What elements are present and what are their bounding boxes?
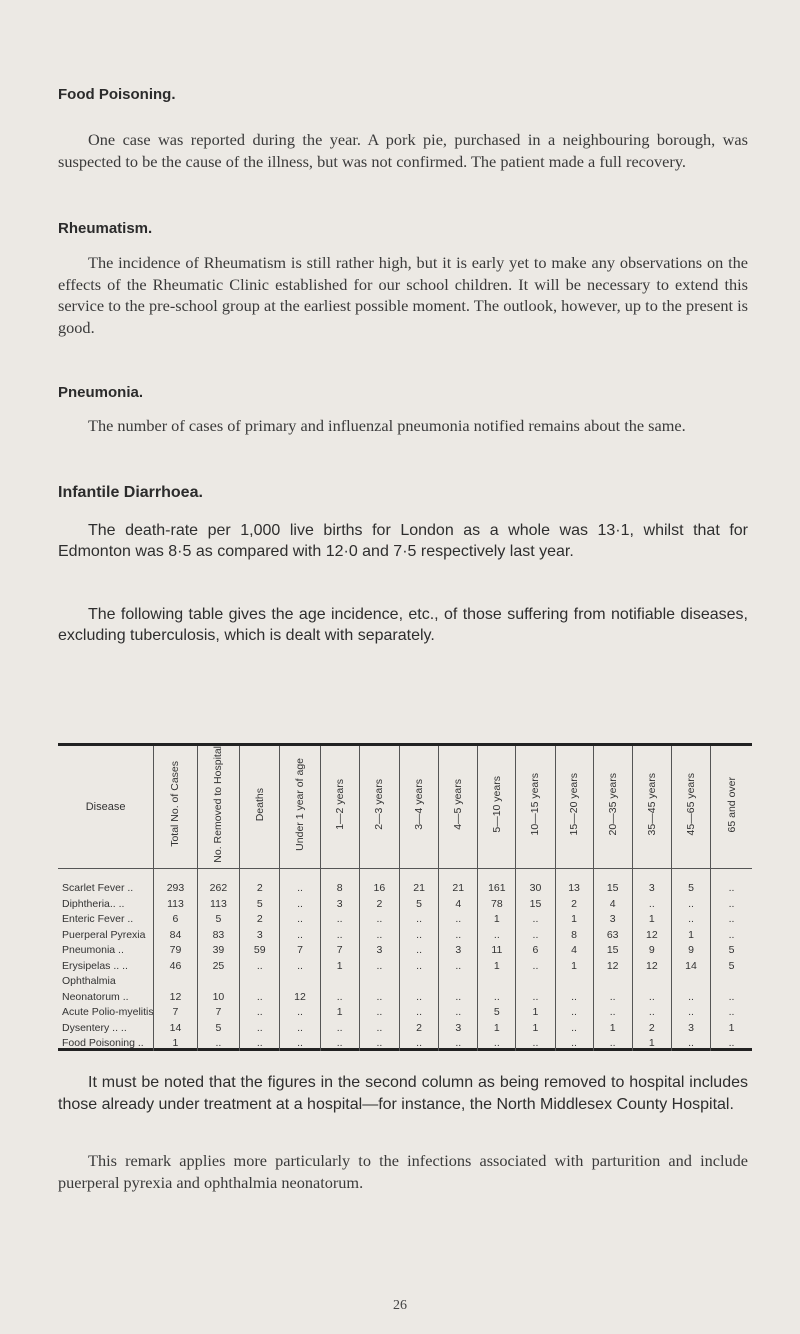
table-cell: 1: [555, 958, 593, 974]
table-row: [58, 1005, 752, 1021]
table-cell: [671, 974, 710, 990]
table-cell: 8: [320, 881, 359, 897]
table-intro: The following table gives the age incidence, etc., of those suffering from notifiable diseases, excluding tuberculosis, which is dealt with separately.: [58, 606, 748, 644]
table-cell: ..: [671, 1036, 710, 1052]
table-cell: ..: [516, 1036, 555, 1052]
table-cell: ..: [478, 927, 516, 943]
col-header-deaths: Deaths: [240, 746, 280, 868]
table-cell: 1: [154, 1036, 198, 1052]
table-cell: [593, 974, 632, 990]
table-cell: ..: [671, 896, 710, 912]
table-cell: 79: [154, 943, 198, 959]
table-cell: 3: [240, 927, 280, 943]
table-cell: ..: [320, 1020, 359, 1036]
table-cell: 293: [154, 881, 198, 897]
table-cell: ..: [711, 1036, 752, 1052]
para-infantile-diarrhoea: The death-rate per 1,000 live births for London as a whole was 13·1, whilst that for Edmonton was 8·5 as compared with 12·0 and 7·5 respectively last year.: [58, 522, 748, 560]
para-rheumatism: The incidence of Rheumatism is still rather high, but it is early yet to make any observations on the effects of the Rheumatic Clinic established for our school children. It will be necessary to extend this service to the pre-school group at the earliest possible moment. The outlook, however, up to the present is good.: [58, 253, 748, 337]
table-cell: 1: [478, 912, 516, 928]
table-cell: 3: [359, 943, 399, 959]
col-header-5-10: 5—10 years: [478, 746, 516, 868]
table-cell: ..: [400, 912, 439, 928]
table-cell: ..: [359, 1036, 399, 1052]
notifiable-diseases-table: [58, 743, 752, 1051]
table-cell: ..: [555, 1020, 593, 1036]
table-cell: 2: [240, 881, 280, 897]
table-row: [58, 896, 752, 912]
table-cell: 16: [359, 881, 399, 897]
heading-pneumonia: Pneumonia.: [58, 384, 144, 401]
table-cell: ..: [439, 927, 478, 943]
table-cell: 14: [671, 958, 710, 974]
table-cell: ..: [400, 958, 439, 974]
table-cell: ..: [516, 989, 555, 1005]
closing-note-2: This remark applies more particularly to the infections associated with parturition and include puerperal pyrexia and ophthalmia neonatorum.: [58, 1151, 748, 1192]
table-cell: [280, 974, 320, 990]
table-cell: 10: [197, 989, 239, 1005]
table-cell: 113: [197, 896, 239, 912]
table-cell: [439, 974, 478, 990]
table-cell: ..: [280, 1036, 320, 1052]
table-cell: 1: [478, 958, 516, 974]
table-cell: ..: [359, 927, 399, 943]
table-cell: ..: [320, 912, 359, 928]
table-cell: ..: [632, 989, 671, 1005]
table-cell: ..: [280, 1005, 320, 1021]
table-cell: ..: [593, 1005, 632, 1021]
table-cell: ..: [400, 1036, 439, 1052]
table-cell: 1: [320, 958, 359, 974]
col-header-disease: Disease: [58, 746, 154, 868]
table-cell: 2: [359, 896, 399, 912]
table-row: [58, 1036, 752, 1052]
table-cell: [240, 974, 280, 990]
table-cell: 83: [197, 927, 239, 943]
table-cell: ..: [516, 958, 555, 974]
table-cell: 262: [197, 881, 239, 897]
table-cell: 63: [593, 927, 632, 943]
table-cell: 4: [439, 896, 478, 912]
table-cell: ..: [711, 881, 752, 897]
table-cell: 46: [154, 958, 198, 974]
table-spacer-row: [58, 868, 752, 881]
table-cell: ..: [280, 1020, 320, 1036]
table-cell: 3: [320, 896, 359, 912]
table-row: [58, 958, 752, 974]
table-cell: ..: [478, 989, 516, 1005]
table-row: [58, 974, 752, 990]
table-cell: 7: [197, 1005, 239, 1021]
table-cell: ..: [632, 1005, 671, 1021]
table-cell: 1: [671, 927, 710, 943]
table-cell: 9: [671, 943, 710, 959]
table-cell: 5: [671, 881, 710, 897]
table-cell: ..: [555, 1036, 593, 1052]
table-cell: 1: [320, 1005, 359, 1021]
table-cell: 2: [240, 912, 280, 928]
table-cell: [632, 974, 671, 990]
table-row: [58, 989, 752, 1005]
table-cell: [555, 974, 593, 990]
table-cell: ..: [516, 927, 555, 943]
col-header-1-2: 1—2 years: [320, 746, 359, 868]
table-cell: 1: [516, 1020, 555, 1036]
table-cell: ..: [280, 881, 320, 897]
heading-rheumatism: Rheumatism.: [58, 220, 153, 237]
table-cell: ..: [359, 912, 399, 928]
table-cell: ..: [711, 1005, 752, 1021]
para-pneumonia: The number of cases of primary and influenzal pneumonia notified remains about the same.: [88, 416, 686, 435]
table-cell: 12: [632, 958, 671, 974]
table-cell: 15: [593, 943, 632, 959]
table-cell: ..: [359, 1005, 399, 1021]
col-header-35-45: 35—45 years: [632, 746, 671, 868]
table-cell: 4: [555, 943, 593, 959]
table-cell: ..: [439, 912, 478, 928]
table-cell: ..: [671, 912, 710, 928]
table-cell: 3: [593, 912, 632, 928]
disease-name-cell: Dysentery .. ..: [62, 1021, 127, 1034]
table-cell: 2: [632, 1020, 671, 1036]
table-cell: 6: [516, 943, 555, 959]
table-cell: ..: [280, 896, 320, 912]
table-cell: ..: [632, 896, 671, 912]
disease-name-cell: Scarlet Fever ..: [62, 882, 134, 895]
table-row: [58, 881, 752, 897]
table-cell: [197, 974, 239, 990]
table-cell: 1: [632, 912, 671, 928]
table-cell: ..: [320, 927, 359, 943]
col-header-4-5: 4—5 years: [439, 746, 478, 868]
table-cell: 39: [197, 943, 239, 959]
table-cell: [320, 974, 359, 990]
table-cell: ..: [711, 927, 752, 943]
disease-name-cell: Puerperal Pyrexia: [62, 928, 146, 941]
col-header-removed: No. Removed to Hospital: [197, 746, 239, 868]
table-cell: 78: [478, 896, 516, 912]
table-cell: 1: [632, 1036, 671, 1052]
table-cell: [359, 974, 399, 990]
table-row: [58, 912, 752, 928]
table-cell: 84: [154, 927, 198, 943]
disease-name-cell: Diphtheria.. ..: [62, 897, 125, 910]
heading-food-poisoning: Food Poisoning.: [58, 86, 176, 103]
table-cell: ..: [516, 912, 555, 928]
table-cell: ..: [439, 1036, 478, 1052]
table-cell: ..: [478, 1036, 516, 1052]
col-header-total: Total No. of Cases: [154, 746, 198, 868]
table-body: [58, 868, 752, 1051]
disease-name-cell: Acute Polio-myelitis: [62, 1006, 154, 1019]
table-cell: ..: [320, 1036, 359, 1052]
table-cell: 7: [154, 1005, 198, 1021]
table-cell: 2: [400, 1020, 439, 1036]
table-cell: ..: [280, 958, 320, 974]
table-cell: ..: [555, 989, 593, 1005]
table-cell: 113: [154, 896, 198, 912]
table-cell: 30: [516, 881, 555, 897]
table-cell: ..: [240, 1036, 280, 1052]
table-cell: 1: [555, 912, 593, 928]
table-cell: 1: [711, 1020, 752, 1036]
table-cell: ..: [439, 989, 478, 1005]
table-cell: 25: [197, 958, 239, 974]
col-header-3-4: 3—4 years: [400, 746, 439, 868]
table-cell: ..: [320, 989, 359, 1005]
table-cell: 5: [478, 1005, 516, 1021]
table-cell: 21: [439, 881, 478, 897]
table-cell: 161: [478, 881, 516, 897]
table-cell: ..: [671, 1005, 710, 1021]
disease-name-cell: Pneumonia ..: [62, 944, 124, 957]
table-row: [58, 943, 752, 959]
table-cell: 5: [400, 896, 439, 912]
closing-note-1: It must be noted that the figures in the second column as being removed to hospital includes those already under treatment at a hospital—for instance, the North Middlesex County Hospital.: [58, 1074, 748, 1113]
table-cell: ..: [400, 989, 439, 1005]
table-cell: 3: [671, 1020, 710, 1036]
table-cell: 12: [280, 989, 320, 1005]
table-cell: ..: [400, 1005, 439, 1021]
table-cell: 3: [439, 943, 478, 959]
table-cell: ..: [240, 989, 280, 1005]
col-header-65-over: 65 and over: [711, 746, 752, 868]
table-cell: 11: [478, 943, 516, 959]
table-cell: 9: [632, 943, 671, 959]
table-cell: ..: [671, 989, 710, 1005]
table-cell: ..: [555, 1005, 593, 1021]
table-cell: ..: [439, 958, 478, 974]
table-cell: [154, 974, 198, 990]
table-cell: [478, 974, 516, 990]
table-cell: ..: [240, 1005, 280, 1021]
table-cell: [711, 974, 752, 990]
table-cell: 12: [593, 958, 632, 974]
table-cell: 12: [632, 927, 671, 943]
col-header-2-3: 2—3 years: [359, 746, 399, 868]
table-cell: ..: [593, 989, 632, 1005]
table-cell: 5: [240, 896, 280, 912]
disease-name-cell: Food Poisoning ..: [62, 1037, 144, 1050]
para-food-poisoning: One case was reported during the year. A pork pie, purchased in a neighbouring borough, was suspected to be the cause of the illness, but was not confirmed. The patient made a full recovery.: [58, 130, 748, 171]
table-cell: ..: [197, 1036, 239, 1052]
table-cell: ..: [400, 927, 439, 943]
disease-name-cell: Enteric Fever ..: [62, 913, 134, 926]
table-cell: 3: [632, 881, 671, 897]
page-number: 26: [393, 1298, 407, 1313]
table-cell: ..: [711, 989, 752, 1005]
table-cell: 6: [154, 912, 198, 928]
table-cell: ..: [359, 1020, 399, 1036]
table-cell: ..: [280, 927, 320, 943]
table-header-row: [58, 746, 752, 868]
heading-infantile-diarrhoea: Infantile Diarrhoea.: [58, 484, 203, 501]
table-cell: 1: [478, 1020, 516, 1036]
table-cell: 13: [555, 881, 593, 897]
table-cell: ..: [359, 958, 399, 974]
table-cell: 15: [516, 896, 555, 912]
table-cell: ..: [711, 896, 752, 912]
table-cell: ..: [359, 989, 399, 1005]
table-cell: ..: [593, 1036, 632, 1052]
table-cell: 1: [593, 1020, 632, 1036]
table-cell: 14: [154, 1020, 198, 1036]
table-row: [58, 927, 752, 943]
table-cell: 5: [197, 912, 239, 928]
table-cell: 5: [197, 1020, 239, 1036]
table-cell: ..: [240, 1020, 280, 1036]
table-cell: 5: [711, 958, 752, 974]
table-cell: [516, 974, 555, 990]
table-cell: 7: [280, 943, 320, 959]
table-cell: 2: [555, 896, 593, 912]
table-cell: 12: [154, 989, 198, 1005]
table-cell: ..: [400, 943, 439, 959]
table-cell: ..: [240, 958, 280, 974]
table-cell: [400, 974, 439, 990]
col-header-10-15: 10—15 years: [516, 746, 555, 868]
table-cell: 7: [320, 943, 359, 959]
table-cell: 1: [516, 1005, 555, 1021]
table-cell: 59: [240, 943, 280, 959]
col-header-under-1: Under 1 year of age: [280, 746, 320, 868]
table-cell: 15: [593, 881, 632, 897]
table-cell: ..: [711, 912, 752, 928]
table-cell: 3: [439, 1020, 478, 1036]
table-row: [58, 1020, 752, 1036]
table-cell: 4: [593, 896, 632, 912]
table-cell: 21: [400, 881, 439, 897]
table-cell: 5: [711, 943, 752, 959]
col-header-20-35: 20—35 years: [593, 746, 632, 868]
col-header-45-65: 45—65 years: [671, 746, 710, 868]
col-header-15-20: 15—20 years: [555, 746, 593, 868]
disease-name-cell: Ophthalmia: [62, 975, 116, 988]
table-cell: 8: [555, 927, 593, 943]
table-cell: ..: [439, 1005, 478, 1021]
table-cell: ..: [280, 912, 320, 928]
disease-name-cell: Erysipelas .. ..: [62, 959, 128, 972]
disease-name-cell: Neonatorum ..: [62, 990, 129, 1003]
